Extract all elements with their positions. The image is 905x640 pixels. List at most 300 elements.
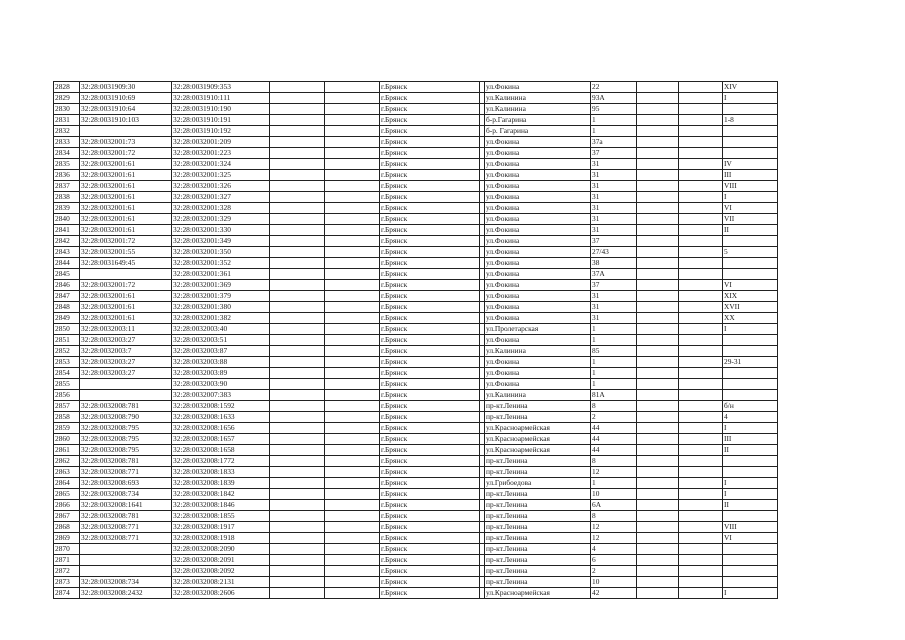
cell-blank-e [679, 324, 723, 335]
cell-cadastral-number: 32:28:0032008:2091 [172, 555, 270, 566]
cell-blank-e [679, 412, 723, 423]
cell-street: пр-кт.Ленина [485, 489, 591, 500]
cell-unit: I [723, 423, 778, 434]
cell-cadastral-number: 32:28:0032007:383 [172, 390, 270, 401]
cell-blank-b [325, 137, 380, 148]
cell-blank-b [325, 203, 380, 214]
cell-row-number: 2843 [54, 247, 80, 258]
cell-street: ул.Фокина [485, 137, 591, 148]
cell-cadastral-parent: 32:28:0032008:795 [80, 434, 172, 445]
cell-cadastral-number: 32:28:0032001:327 [172, 192, 270, 203]
cell-blank-e [679, 500, 723, 511]
cell-cadastral-parent: 32:28:0032008:795 [80, 423, 172, 434]
cell-street: пр-кт.Ленина [485, 500, 591, 511]
cell-blank-a [270, 324, 325, 335]
cell-city: г.Брянск [380, 511, 480, 522]
cell-blank-a [270, 170, 325, 181]
table-row [54, 148, 778, 159]
cell-street: ул.Фокина [485, 159, 591, 170]
cell-blank-a [270, 368, 325, 379]
cell-cadastral-parent: 32:28:0032008:693 [80, 478, 172, 489]
cell-street: ул.Фокина [485, 225, 591, 236]
cell-house: 1 [591, 368, 637, 379]
cell-row-number: 2859 [54, 423, 80, 434]
cell-unit: VIII [723, 522, 778, 533]
cell-city: г.Брянск [380, 445, 480, 456]
cell-city: г.Брянск [380, 346, 480, 357]
cell-row-number: 2839 [54, 203, 80, 214]
cell-blank-e [679, 203, 723, 214]
cell-unit [723, 258, 778, 269]
cell-blank-b [325, 489, 380, 500]
cell-blank-e [679, 280, 723, 291]
cell-city: г.Брянск [380, 104, 480, 115]
cell-street: ул.Фокина [485, 313, 591, 324]
cell-cadastral-number: 32:28:0032008:1658 [172, 445, 270, 456]
cell-blank-d [637, 126, 679, 137]
cell-blank-d [637, 214, 679, 225]
cell-blank-b [325, 258, 380, 269]
cell-cadastral-number: 32:28:0032003:90 [172, 379, 270, 390]
cell-blank-d [637, 159, 679, 170]
cell-house: 1 [591, 126, 637, 137]
cell-blank-a [270, 489, 325, 500]
cell-cadastral-parent: 32:28:0032008:771 [80, 522, 172, 533]
cell-cadastral-parent [80, 390, 172, 401]
cell-row-number: 2845 [54, 269, 80, 280]
cell-cadastral-parent: 32:28:0032001:61 [80, 291, 172, 302]
cell-street: ул.Красноармейская [485, 588, 591, 599]
cell-cadastral-number: 32:28:0032008:1833 [172, 467, 270, 478]
cell-unit: 5 [723, 247, 778, 258]
table-row [54, 192, 778, 203]
cell-row-number: 2853 [54, 357, 80, 368]
cell-unit [723, 566, 778, 577]
table-row [54, 500, 778, 511]
cell-cadastral-number: 32:28:0031910:111 [172, 93, 270, 104]
cell-blank-d [637, 434, 679, 445]
cell-blank-a [270, 511, 325, 522]
table-row [54, 335, 778, 346]
cell-cadastral-number: 32:28:0032008:1918 [172, 533, 270, 544]
cell-blank-b [325, 280, 380, 291]
table-row [54, 159, 778, 170]
cell-street: б-р.Гагарина [485, 115, 591, 126]
cell-city: г.Брянск [380, 390, 480, 401]
cell-street: ул.Красноармейская [485, 445, 591, 456]
cell-blank-d [637, 93, 679, 104]
cell-blank-e [679, 533, 723, 544]
cell-cadastral-number: 32:28:0032008:1846 [172, 500, 270, 511]
cell-cadastral-number: 32:28:0032008:1592 [172, 401, 270, 412]
cell-blank-e [679, 368, 723, 379]
cell-blank-a [270, 500, 325, 511]
cell-blank-e [679, 456, 723, 467]
cell-blank-a [270, 588, 325, 599]
table-row [54, 412, 778, 423]
cell-row-number: 2836 [54, 170, 80, 181]
cell-street: ул.Красноармейская [485, 423, 591, 434]
cell-street: пр-кт.Ленина [485, 566, 591, 577]
cell-unit [723, 137, 778, 148]
cell-blank-e [679, 225, 723, 236]
cell-cadastral-parent: 32:28:0032008:781 [80, 401, 172, 412]
cell-city: г.Брянск [380, 324, 480, 335]
cell-street: ул.Фокина [485, 148, 591, 159]
cell-cadastral-number: 32:28:0032001:369 [172, 280, 270, 291]
cell-blank-d [637, 489, 679, 500]
cell-row-number: 2852 [54, 346, 80, 357]
cell-house: 1 [591, 478, 637, 489]
cell-blank-e [679, 588, 723, 599]
cell-cadastral-number: 32:28:0032001:325 [172, 170, 270, 181]
cell-city: г.Брянск [380, 170, 480, 181]
cell-unit: I [723, 588, 778, 599]
cell-unit [723, 467, 778, 478]
cell-blank-a [270, 313, 325, 324]
cell-blank-e [679, 82, 723, 93]
cell-house: 44 [591, 434, 637, 445]
cell-city: г.Брянск [380, 379, 480, 390]
cell-unit: III [723, 170, 778, 181]
cell-blank-e [679, 390, 723, 401]
cell-cadastral-number: 32:28:0032003:51 [172, 335, 270, 346]
cell-blank-d [637, 148, 679, 159]
cell-blank-b [325, 445, 380, 456]
cell-unit: VI [723, 280, 778, 291]
cell-blank-a [270, 566, 325, 577]
cell-blank-b [325, 181, 380, 192]
cell-row-number: 2869 [54, 533, 80, 544]
cell-blank-d [637, 181, 679, 192]
cell-blank-a [270, 280, 325, 291]
cell-cadastral-parent: 32:28:0032001:61 [80, 170, 172, 181]
table-row [54, 82, 778, 93]
cell-unit: II [723, 500, 778, 511]
cell-row-number: 2862 [54, 456, 80, 467]
cell-street: пр-кт.Ленина [485, 412, 591, 423]
cell-cadastral-number: 32:28:0032001:330 [172, 225, 270, 236]
cell-cadastral-number: 32:28:0032001:329 [172, 214, 270, 225]
cell-house: 1 [591, 379, 637, 390]
table-row [54, 247, 778, 258]
cell-blank-b [325, 214, 380, 225]
cell-blank-b [325, 511, 380, 522]
cell-cadastral-parent: 32:28:0032008:734 [80, 489, 172, 500]
cell-blank-b [325, 533, 380, 544]
cell-unit: XIV [723, 82, 778, 93]
cell-blank-a [270, 357, 325, 368]
cell-cadastral-parent: 32:28:0031910:69 [80, 93, 172, 104]
cell-blank-a [270, 159, 325, 170]
cell-blank-a [270, 302, 325, 313]
cell-unit: IV [723, 159, 778, 170]
cell-blank-e [679, 511, 723, 522]
table-row [54, 258, 778, 269]
table-row [54, 390, 778, 401]
cell-blank-b [325, 159, 380, 170]
cell-blank-b [325, 247, 380, 258]
table-row [54, 313, 778, 324]
cell-street: ул.Фокина [485, 291, 591, 302]
cell-blank-d [637, 500, 679, 511]
cell-city: г.Брянск [380, 214, 480, 225]
cell-blank-e [679, 192, 723, 203]
cell-row-number: 2854 [54, 368, 80, 379]
table-row [54, 357, 778, 368]
cell-cadastral-parent: 32:28:0032003:27 [80, 368, 172, 379]
cell-cadastral-parent: 32:28:0032008:795 [80, 445, 172, 456]
cell-street: ул.Фокина [485, 368, 591, 379]
cell-city: г.Брянск [380, 225, 480, 236]
cell-house: 31 [591, 313, 637, 324]
cell-street: ул.Фокина [485, 82, 591, 93]
table-row [54, 467, 778, 478]
cell-blank-d [637, 533, 679, 544]
table-row [54, 269, 778, 280]
cell-blank-a [270, 214, 325, 225]
cell-row-number: 2846 [54, 280, 80, 291]
cell-blank-a [270, 115, 325, 126]
cell-blank-b [325, 236, 380, 247]
table-row [54, 203, 778, 214]
cell-blank-a [270, 379, 325, 390]
cell-blank-a [270, 126, 325, 137]
cell-blank-e [679, 115, 723, 126]
cell-blank-e [679, 148, 723, 159]
cell-house: 12 [591, 467, 637, 478]
cell-cadastral-parent: 32:28:0032008:781 [80, 511, 172, 522]
cell-blank-a [270, 93, 325, 104]
table-row [54, 401, 778, 412]
cell-blank-d [637, 82, 679, 93]
cell-unit [723, 456, 778, 467]
cell-blank-b [325, 192, 380, 203]
cell-street: ул.Фокина [485, 236, 591, 247]
cell-street: пр-кт.Ленина [485, 511, 591, 522]
cell-blank-d [637, 445, 679, 456]
cell-cadastral-number: 32:28:0032001:324 [172, 159, 270, 170]
cell-house: 8 [591, 511, 637, 522]
cell-unit [723, 555, 778, 566]
cell-cadastral-number: 32:28:0032001:209 [172, 137, 270, 148]
cell-cadastral-number: 32:28:0032001:379 [172, 291, 270, 302]
cell-blank-a [270, 577, 325, 588]
cell-house: 31 [591, 159, 637, 170]
table-row [54, 445, 778, 456]
cell-row-number: 2841 [54, 225, 80, 236]
cell-blank-d [637, 324, 679, 335]
cell-blank-e [679, 137, 723, 148]
cell-unit [723, 511, 778, 522]
cell-city: г.Брянск [380, 236, 480, 247]
cell-cadastral-number: 32:28:0031910:192 [172, 126, 270, 137]
cell-city: г.Брянск [380, 258, 480, 269]
cell-house: 1 [591, 324, 637, 335]
cell-blank-e [679, 247, 723, 258]
cell-street: ул.Фокина [485, 214, 591, 225]
cell-blank-d [637, 346, 679, 357]
cell-cadastral-number: 32:28:0032001:380 [172, 302, 270, 313]
cell-unit [723, 544, 778, 555]
table-row [54, 544, 778, 555]
cell-blank-a [270, 445, 325, 456]
cell-row-number: 2840 [54, 214, 80, 225]
cell-blank-d [637, 566, 679, 577]
cell-blank-e [679, 357, 723, 368]
cell-cadastral-number: 32:28:0032008:1855 [172, 511, 270, 522]
cell-cadastral-number: 32:28:0032001:350 [172, 247, 270, 258]
cell-row-number: 2844 [54, 258, 80, 269]
cell-blank-e [679, 577, 723, 588]
cell-unit [723, 379, 778, 390]
cell-street: ул.Калинина [485, 104, 591, 115]
cell-blank-b [325, 104, 380, 115]
cell-house: 1 [591, 357, 637, 368]
cell-blank-d [637, 115, 679, 126]
cell-city: г.Брянск [380, 500, 480, 511]
cell-street: ул.Калинина [485, 346, 591, 357]
cell-street: пр-кт.Ленина [485, 401, 591, 412]
cell-cadastral-parent: 32:28:0031649:45 [80, 258, 172, 269]
cell-unit: I [723, 478, 778, 489]
cell-cadastral-number: 32:28:0032008:2090 [172, 544, 270, 555]
cell-row-number: 2831 [54, 115, 80, 126]
cell-blank-d [637, 522, 679, 533]
cell-cadastral-number: 32:28:0032008:1656 [172, 423, 270, 434]
cell-city: г.Брянск [380, 588, 480, 599]
cell-city: г.Брянск [380, 357, 480, 368]
cell-cadastral-parent [80, 555, 172, 566]
cell-house: 31 [591, 225, 637, 236]
table-row [54, 170, 778, 181]
cell-cadastral-parent: 32:28:0032008:781 [80, 456, 172, 467]
cell-blank-d [637, 247, 679, 258]
table-row [54, 302, 778, 313]
table-row [54, 368, 778, 379]
cell-cadastral-number: 32:28:0032008:1917 [172, 522, 270, 533]
cell-cadastral-parent: 32:28:0032008:2432 [80, 588, 172, 599]
cell-street: ул.Фокина [485, 335, 591, 346]
cell-blank-d [637, 192, 679, 203]
cell-city: г.Брянск [380, 412, 480, 423]
cell-city: г.Брянск [380, 159, 480, 170]
cell-blank-a [270, 269, 325, 280]
cell-unit: III [723, 434, 778, 445]
cell-blank-d [637, 236, 679, 247]
cell-blank-a [270, 335, 325, 346]
cell-house: 37 [591, 236, 637, 247]
cell-blank-d [637, 291, 679, 302]
cell-blank-d [637, 544, 679, 555]
cell-cadastral-number: 32:28:0032008:2131 [172, 577, 270, 588]
cell-house: 8 [591, 401, 637, 412]
cell-blank-e [679, 489, 723, 500]
cell-unit: VI [723, 533, 778, 544]
cell-street: ул.Фокина [485, 203, 591, 214]
cell-blank-d [637, 302, 679, 313]
cell-row-number: 2873 [54, 577, 80, 588]
cell-house: 8 [591, 456, 637, 467]
table-row [54, 93, 778, 104]
cell-row-number: 2834 [54, 148, 80, 159]
cell-city: г.Брянск [380, 192, 480, 203]
cell-blank-b [325, 324, 380, 335]
cell-row-number: 2837 [54, 181, 80, 192]
cell-blank-b [325, 148, 380, 159]
cell-cadastral-number: 32:28:0032001:349 [172, 236, 270, 247]
cell-house: 12 [591, 522, 637, 533]
cell-blank-b [325, 368, 380, 379]
cell-blank-d [637, 357, 679, 368]
cell-cadastral-number: 32:28:0032008:1657 [172, 434, 270, 445]
cell-blank-b [325, 522, 380, 533]
cell-row-number: 2866 [54, 500, 80, 511]
cell-cadastral-number: 32:28:0032001:328 [172, 203, 270, 214]
cell-unit: VIII [723, 181, 778, 192]
cell-cadastral-parent: 32:28:0032008:771 [80, 467, 172, 478]
cell-house: 44 [591, 445, 637, 456]
cell-street: ул.Калинина [485, 390, 591, 401]
cell-street: ул.Фокина [485, 170, 591, 181]
cell-unit: I [723, 192, 778, 203]
cell-house: 37 [591, 148, 637, 159]
cell-row-number: 2849 [54, 313, 80, 324]
cell-blank-e [679, 478, 723, 489]
table-row [54, 522, 778, 533]
cell-unit: 29-31 [723, 357, 778, 368]
cell-blank-d [637, 467, 679, 478]
cell-blank-a [270, 478, 325, 489]
table-row [54, 324, 778, 335]
cell-blank-b [325, 588, 380, 599]
cell-blank-e [679, 181, 723, 192]
cell-house: 1 [591, 115, 637, 126]
cell-city: г.Брянск [380, 555, 480, 566]
cell-row-number: 2867 [54, 511, 80, 522]
cell-blank-d [637, 555, 679, 566]
cell-blank-e [679, 313, 723, 324]
cell-blank-a [270, 225, 325, 236]
cell-row-number: 2842 [54, 236, 80, 247]
cell-blank-b [325, 500, 380, 511]
cell-house: 6 [591, 555, 637, 566]
cell-city: г.Брянск [380, 544, 480, 555]
cell-blank-b [325, 346, 380, 357]
cell-blank-e [679, 566, 723, 577]
cell-cadastral-number: 32:28:0032001:352 [172, 258, 270, 269]
table-row [54, 511, 778, 522]
cell-street: пр-кт.Ленина [485, 467, 591, 478]
cell-row-number: 2856 [54, 390, 80, 401]
cell-cadastral-parent: 32:28:0032003:7 [80, 346, 172, 357]
cell-blank-a [270, 533, 325, 544]
table-row [54, 533, 778, 544]
cell-cadastral-parent: 32:28:0031909:30 [80, 82, 172, 93]
cell-city: г.Брянск [380, 478, 480, 489]
cell-cadastral-parent: 32:28:0032003:27 [80, 335, 172, 346]
cell-house: 10 [591, 577, 637, 588]
cell-unit [723, 104, 778, 115]
cell-blank-b [325, 313, 380, 324]
cell-city: г.Брянск [380, 335, 480, 346]
cell-street: ул.Фокина [485, 247, 591, 258]
cell-house: 31 [591, 181, 637, 192]
cell-blank-a [270, 555, 325, 566]
table-body [54, 82, 778, 599]
cell-blank-d [637, 379, 679, 390]
cell-blank-b [325, 555, 380, 566]
